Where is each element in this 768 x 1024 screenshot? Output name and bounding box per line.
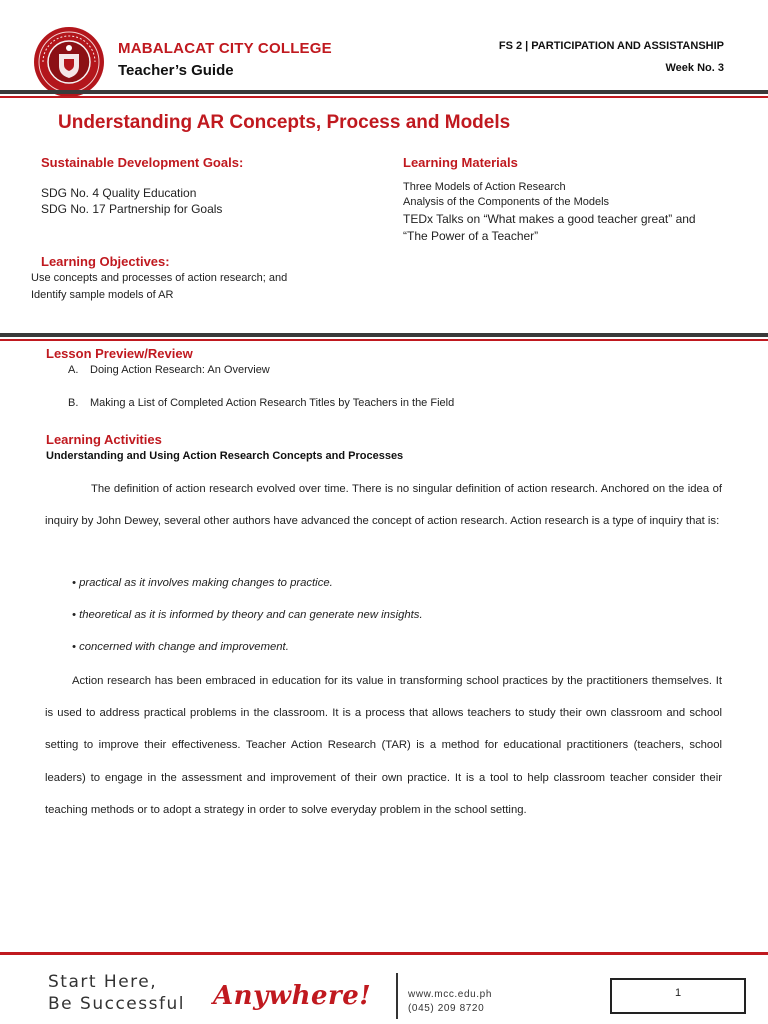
materials-item: TEDx Talks on “What makes a good teacher great” and <box>403 212 696 226</box>
header-divider <box>0 90 768 94</box>
college-name: MABALACAT CITY COLLEGE <box>118 40 332 57</box>
page-number: 1 <box>674 987 682 999</box>
paragraph: Action research has been embraced in education for its value in transforming school practices by the practitioners themselves. It is used to address practical problems in the classroom. It is a process that allows teachers to study their own classroom and school setting to improve their effectiveness. Teacher Action Research (TAR) is a method for educational practitioners (teachers, school leaders) to engage in the assessment and improvement of their own practice. It is a tool to help classroom teacher consider their teaching methods or to adopt a strategy in order to solve everyday problem in the school setting. <box>45 675 722 816</box>
objective-item: Use concepts and processes of action research; and <box>31 272 288 284</box>
objectives-heading: Learning Objectives: <box>41 254 170 269</box>
materials-item: Three Models of Action Research <box>403 181 566 193</box>
footer-divider <box>0 952 768 955</box>
materials-item: Analysis of the Components of the Models <box>403 196 610 208</box>
objective-item: Identify sample models of AR <box>31 289 174 301</box>
sdg-heading: Sustainable Development Goals: <box>41 155 244 170</box>
preview-item-text: Making a List of Completed Action Research Titles by Teachers in the Field <box>90 397 455 409</box>
phone-number: (045) 209 8720 <box>408 1003 485 1014</box>
slogan-line: Be Successful <box>48 994 185 1014</box>
slogan-anywhere: Anywhere! <box>213 981 372 1011</box>
section-divider <box>0 333 768 337</box>
preview-heading: Lesson Preview/Review <box>46 346 193 361</box>
footer-separator <box>396 973 398 1019</box>
bullet-item: • concerned with change and improvement. <box>72 641 289 653</box>
guide-title: Teacher’s Guide <box>118 62 234 79</box>
slogan-line: Start Here, <box>48 972 158 992</box>
preview-item-label: A. <box>68 364 79 376</box>
sdg-item: SDG No. 17 Partnership for Goals <box>41 202 223 216</box>
header-divider-accent <box>0 96 768 98</box>
page-title: Understanding AR Concepts, Process and Models <box>58 112 511 133</box>
website-link[interactable]: www.mcc.edu.ph <box>408 989 492 1000</box>
activities-subheading: Understanding and Using Action Research Concepts and Processes <box>46 450 404 462</box>
materials-item: “The Power of a Teacher” <box>403 229 539 243</box>
bullet-item: • practical as it involves making changes to practice. <box>72 577 333 589</box>
week-label: Week No. 3 <box>665 62 724 74</box>
preview-item-text: Doing Action Research: An Overview <box>90 364 270 376</box>
paragraph: The definition of action research evolved over time. There is no singular definition of action research. Anchored on the idea of inquiry by John Dewey, several other authors have advanced the concept of action research. Action research is a type of inquiry that is: <box>45 483 722 528</box>
bullet-item: • theoretical as it is informed by theory and can generate new insights. <box>72 609 423 621</box>
section-divider-accent <box>0 339 768 341</box>
materials-heading: Learning Materials <box>403 155 518 170</box>
sdg-item: SDG No. 4 Quality Education <box>41 186 197 200</box>
preview-item <box>68 397 454 409</box>
activities-heading: Learning Activities <box>46 432 162 447</box>
preview-item <box>68 364 270 376</box>
preview-item-label: B. <box>68 397 79 409</box>
course-label: FS 2 | PARTICIPATION AND ASSISTANSHIP <box>498 40 724 52</box>
college-seal-icon <box>33 26 105 98</box>
